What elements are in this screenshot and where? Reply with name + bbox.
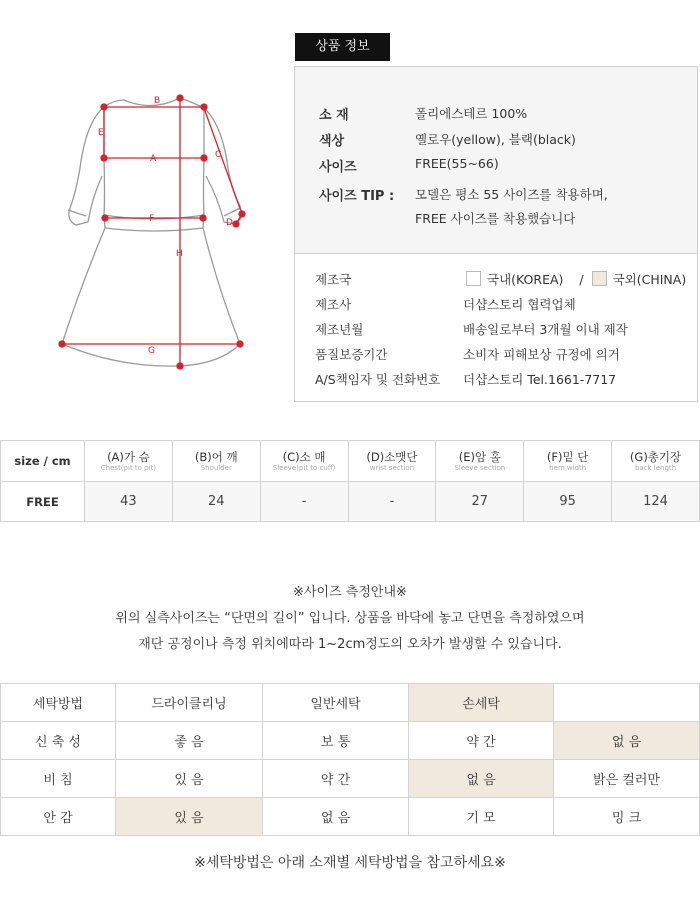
care-cell: 드라이클리닝 — [116, 684, 263, 722]
notice-line-1: 위의 실측사이즈는 “단면의 길이” 입니다. 상품을 바닥에 놓고 단면을 측정하였으며 — [115, 611, 585, 626]
maker-label: 제조사 — [315, 297, 352, 312]
care-cell: 일반세탁 — [263, 684, 409, 722]
care-cell-selected: 손세탁 — [409, 684, 554, 722]
size-value: 95 — [524, 482, 612, 522]
label-A: A — [150, 154, 157, 164]
size-col-sleeve: (C)소 매 Sleeve(pit to cuff) — [260, 441, 348, 482]
maker-label: A/S책임자 및 전화번호 — [315, 372, 441, 387]
size-value: 43 — [85, 482, 173, 522]
care-cell: 안 감 — [1, 798, 116, 836]
maker-value: 더샵스토리 Tel.1661-7717 — [463, 372, 617, 387]
care-cell: 없 음 — [263, 798, 409, 836]
care-cell: 비 침 — [1, 760, 116, 798]
spec-label: 사이즈 TIP : — [319, 189, 395, 204]
notice-title: ※사이즈 측정안내※ — [293, 585, 407, 600]
care-cell: 신 축 성 — [1, 722, 116, 760]
label-E: E — [98, 128, 104, 138]
care-cell — [554, 684, 700, 722]
care-cell-selected: 없 음 — [409, 760, 554, 798]
maker-value: 소비자 피해보상 규정에 의거 — [463, 347, 620, 362]
size-table — [0, 440, 700, 522]
size-value: 124 — [612, 482, 700, 522]
maker-value: 더샵스토리 협력업체 — [463, 297, 576, 312]
spec-value: 모델은 평소 55 사이즈를 착용하며, — [415, 187, 608, 202]
care-cell: 세탁방법 — [1, 684, 116, 722]
care-cell-selected: 있 음 — [116, 798, 263, 836]
care-row-stretch — [1, 722, 700, 760]
foreign-checkbox — [592, 271, 607, 286]
size-col-length: (G)총기장 back length — [612, 441, 700, 482]
origin-options — [466, 270, 686, 288]
care-cell: 약 간 — [263, 760, 409, 798]
label-H: H — [176, 249, 183, 259]
label-F: F — [149, 214, 155, 224]
size-name: FREE — [1, 482, 85, 522]
care-cell: 기 모 — [409, 798, 554, 836]
care-row-lining — [1, 798, 700, 836]
maker-info-box — [294, 254, 698, 402]
size-corner: size / cm — [1, 441, 85, 482]
care-cell-selected: 없 음 — [554, 722, 700, 760]
care-table — [0, 683, 700, 836]
size-col-armhole: (E)암 홀 Sleeve section — [436, 441, 524, 482]
size-value: - — [260, 482, 348, 522]
maker-label: 품질보증기간 — [315, 347, 388, 362]
size-value: 27 — [436, 482, 524, 522]
spec-label: 소 재 — [319, 108, 349, 123]
maker-value: 배송일로부터 3개월 이내 제작 — [463, 322, 628, 337]
size-col-wrist: (D)소맷단 wrist section — [348, 441, 436, 482]
spec-value: FREE(55~66) — [415, 156, 499, 171]
label-G: G — [148, 346, 155, 356]
care-cell: 밍 크 — [554, 798, 700, 836]
spec-label: 색상 — [319, 134, 345, 149]
product-info-title: 상품 정보 — [295, 33, 390, 61]
care-cell: 좋 음 — [116, 722, 263, 760]
maker-label: 제조국 — [315, 272, 352, 287]
care-cell: 보 통 — [263, 722, 409, 760]
spec-value: 폴리에스테르 100% — [415, 106, 528, 121]
care-row-sheer — [1, 760, 700, 798]
care-cell: 있 음 — [116, 760, 263, 798]
origin-foreign: 국외(CHINA) — [612, 272, 687, 287]
size-table-header — [1, 441, 700, 482]
size-table-row — [1, 482, 700, 522]
notice-line-2: 재단 공정이나 측정 위치에따라 1~2cm정도의 오차가 발생할 수 있습니다. — [138, 637, 562, 652]
care-row-wash — [1, 684, 700, 722]
maker-label: 제조년월 — [315, 322, 364, 337]
spec-value-2: FREE 사이즈를 착용했습니다 — [415, 211, 576, 226]
care-note: ※세탁방법은 아래 소재별 세탁방법을 참고하세요※ — [194, 855, 506, 871]
size-col-shoulder: (B)어 깨 Shoulder — [172, 441, 260, 482]
origin-separator: / — [579, 272, 584, 287]
label-B: B — [154, 96, 161, 106]
size-col-hem: (F)밑 단 hem width — [524, 441, 612, 482]
care-cell: 약 간 — [409, 722, 554, 760]
dress-measurement-diagram — [50, 88, 280, 378]
domestic-checkbox — [466, 271, 481, 286]
size-value: - — [348, 482, 436, 522]
label-C: C — [215, 150, 222, 160]
size-notice — [0, 580, 700, 658]
care-cell: 밝은 컬러만 — [554, 760, 700, 798]
spec-label: 사이즈 — [319, 160, 357, 175]
origin-domestic: 국내(KOREA) — [487, 272, 564, 287]
product-spec-box — [294, 66, 698, 254]
size-value: 24 — [172, 482, 260, 522]
size-col-chest: (A)가 슴 Chest(pit to pit) — [85, 441, 173, 482]
spec-value: 옐로우(yellow), 블랙(black) — [415, 132, 576, 147]
label-D: D — [226, 218, 233, 228]
